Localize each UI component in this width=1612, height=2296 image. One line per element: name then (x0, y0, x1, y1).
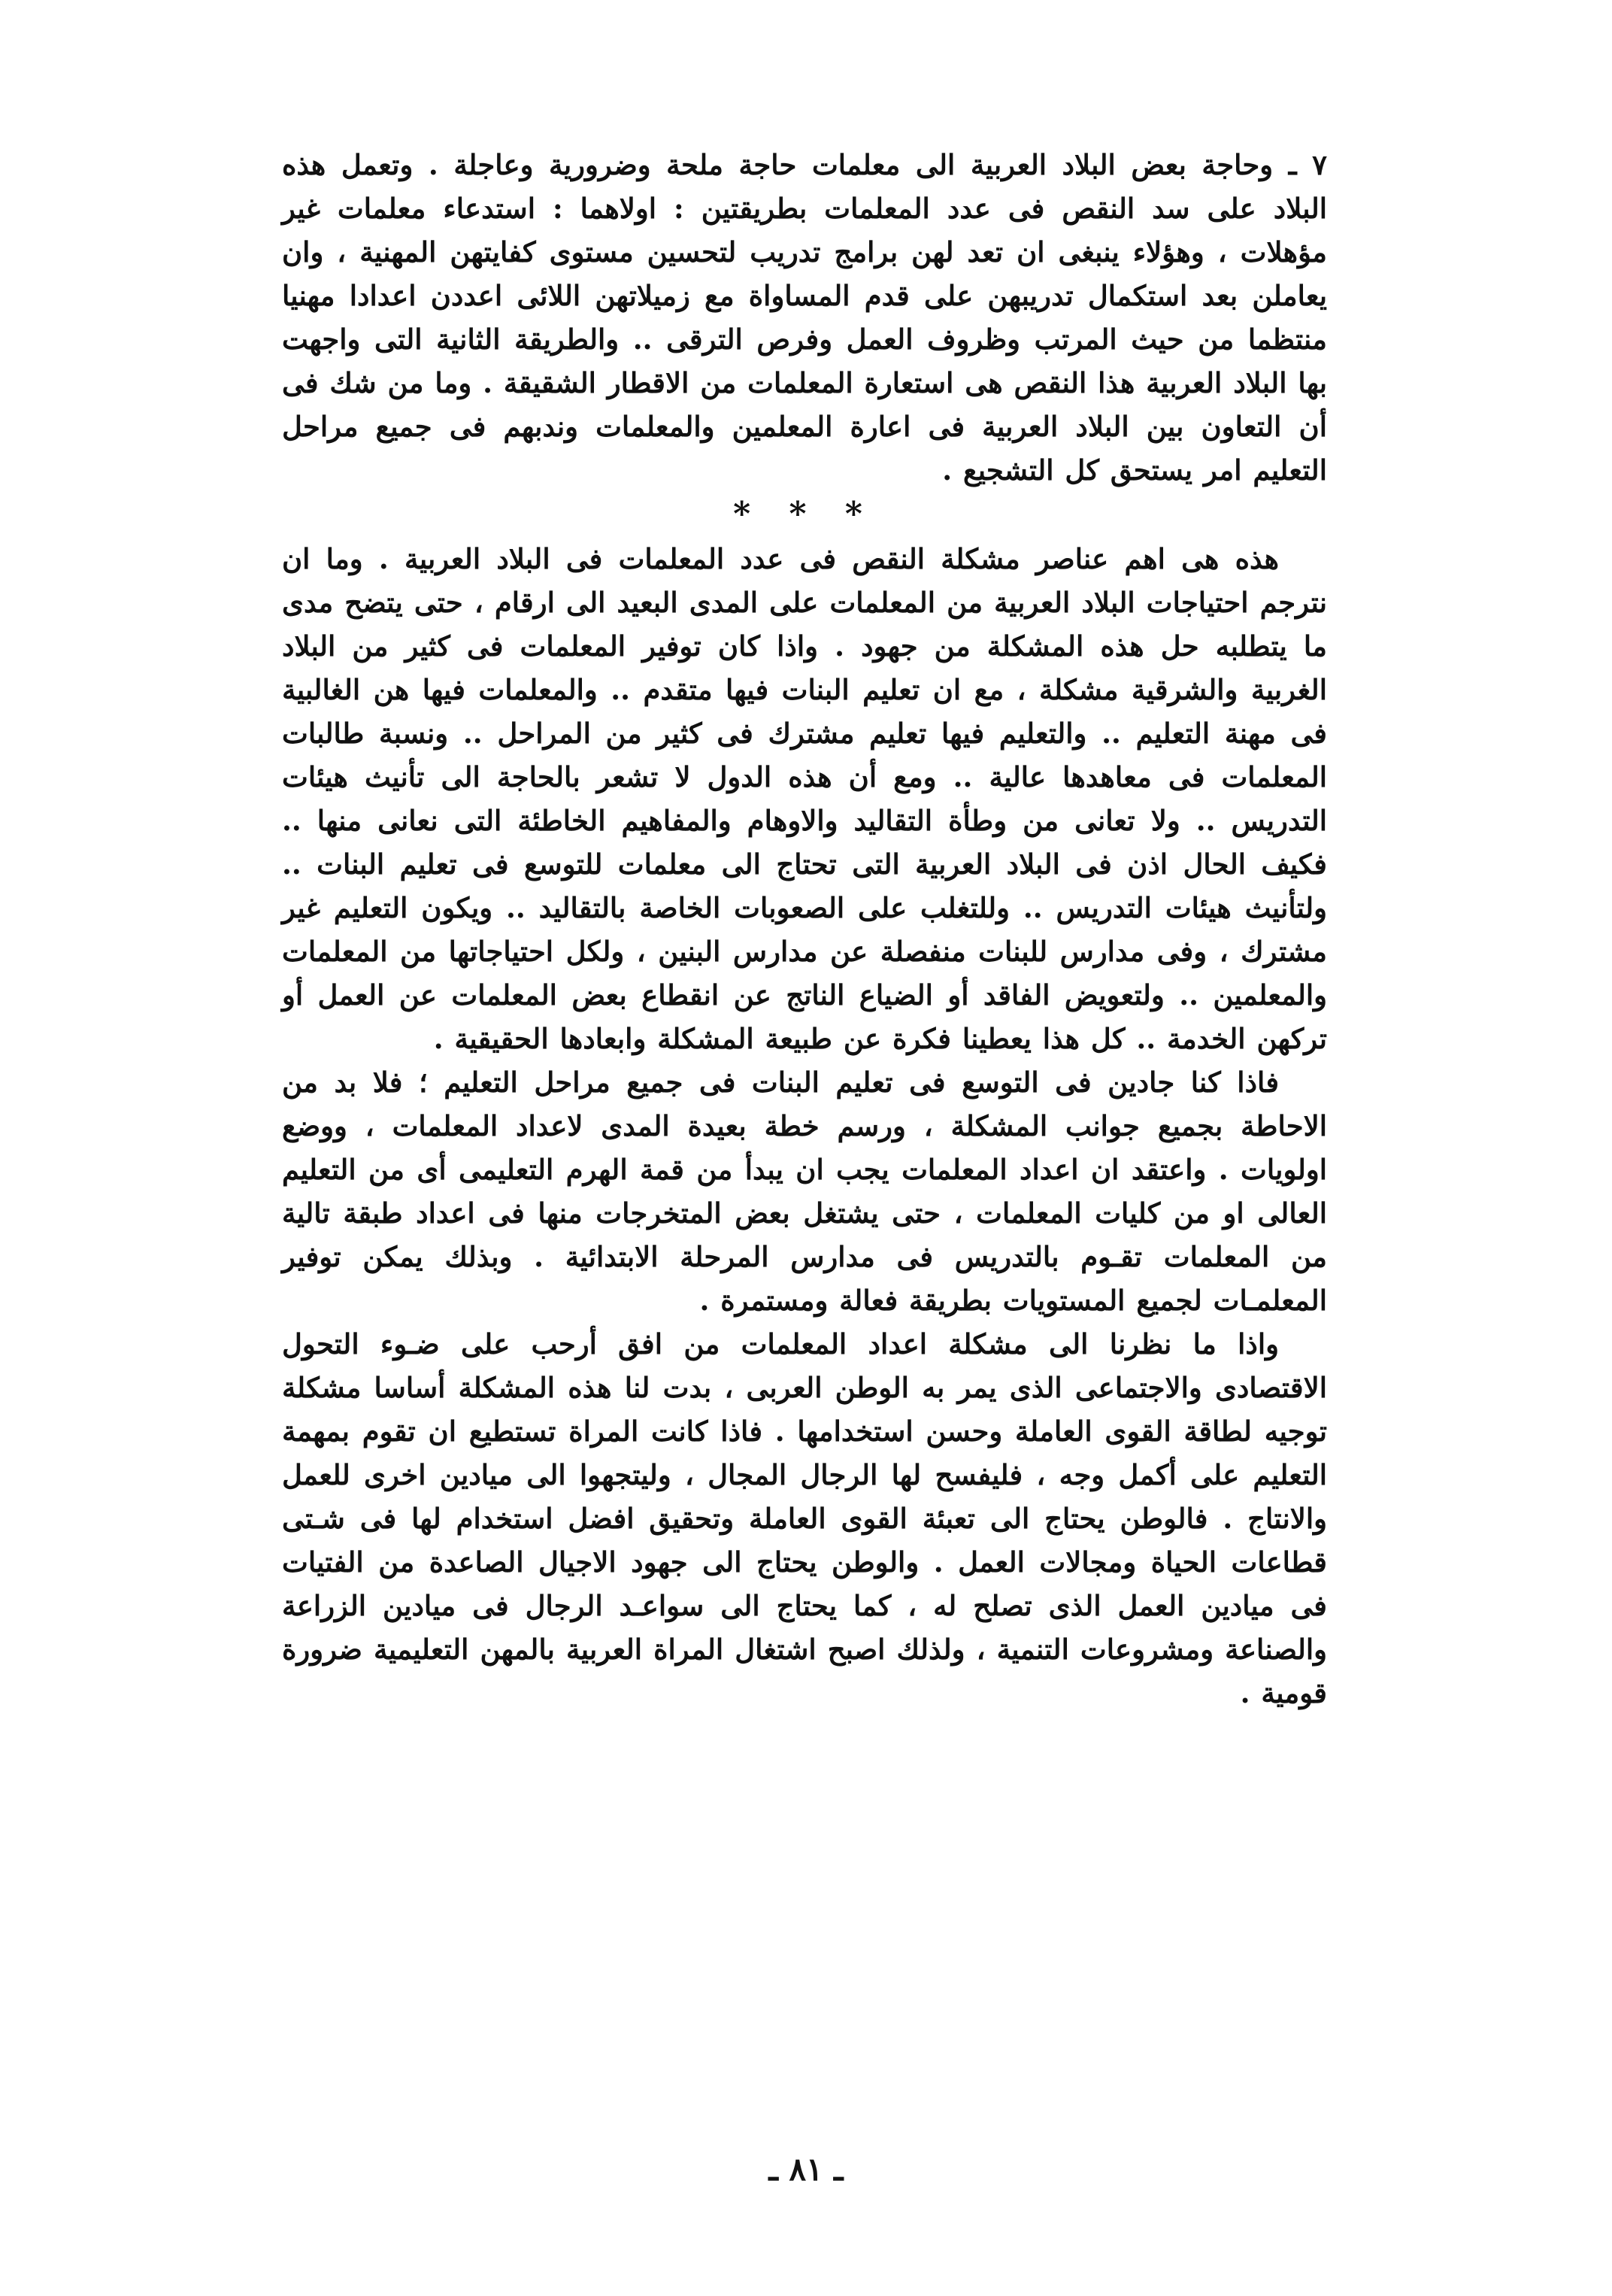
page-number: ـ ٨١ ـ (768, 2151, 844, 2188)
paragraph-planning: فاذا كنا جادين فى التوسع فى تعليم البنات فى جميع مراحل التعليم ؛ فلا بد من الاحاطة بجميع جوانب المشكلة ، ورسم خطة بعيدة المدى لاعداد المعلمات ، ووضع اولويات . واعتقد ان اعداد المعلمات يجب ان يبدأ من قمة الهرم التعليمى أى من التعليم العالى او من كليات المعلمات ، حتى يشتغل بعض المتخرجات منها فى اعداد طبقة تالية من المعلمات تقـوم بالتدريس فى مدارس المرحلة الابتدائية . وبذلك يمكن توفير المعلمـات لجميع المستويات بطريقة فعالة ومستمرة . (282, 1066, 1327, 1317)
section-separator: * * * (733, 495, 876, 533)
paragraph-problem-elements: هذه هى اهم عناصر مشكلة النقص فى عدد المعلمات فى البلاد العربية . وما ان نترجم احتياجات البلاد العربية من المعلمات على المدى البعيد الى ارقام ، حتى يتضح مدى ما يتطلبه حل هذه المشكلة من جهود . واذا كان توفير المعلمات فى كثير من البلاد الغربية والشرقية مشكلة ، مع ان تعليم البنات فيها متقدم .. والمعلمات فيها هن الغالبية فى مهنة التعليم .. والتعليم فيها تعليم مشترك فى كثير من المراحل .. ونسبة طالبات المعلمات فى معاهدها عالية .. ومع أن هذه الدول لا تشعر بالحاجة الى تأنيث هيئات التدريس .. ولا تعانى من وطأة التقاليد والاوهام والمفاهيم الخاطئة التى نعانى منها .. فكيف الحال اذن فى البلاد العربية التى تحتاج الى معلمات للتوسع فى تعليم البنات .. ولتأنيث هيئات التدريس .. وللتغلب على الصعوبات الخاصة بالتقاليد .. ويكون التعليم غير مشترك ، وفى مدارس للبنات منفصلة عن مدارس البنين ، ولكل احتياجاتها من المعلمات والمعلمين .. ولتعويض الفاقد أو الضياع الناتج عن انقطاع بعض المعلمات عن العمل أو تركهن الخدمة .. كل هذا يعطينا فكرة عن طبيعة المشكلة وابعادها الحقيقية . (282, 542, 1327, 1055)
paragraph-workforce: واذا ما نظرنا الى مشكلة اعداد المعلمات من افق أرحب على ضـوء التحول الاقتصادى والاجتماعى الذى يمر به الوطن العربى ، بدت لنا هذه المشكلة أساسا مشكلة توجيه لطاقة القوى العاملة وحسن استخدامها . فاذا كانت المراة تستطيع ان تقوم بمهمة التعليم على أكمل وجه ، فليفسح لها الرجال المجال ، وليتجهوا الى ميادين اخرى للعمل والانتاج . فالوطن يحتاج الى تعبئة القوى العاملة وتحقيق افضل استخدام لها فى شـتى قطاعات الحياة ومجالات العمل . والوطن يحتاج الى جهود الاجيال الصاعدة من الفتيات فى ميادين العمل الذى تصلح له ، كما يحتاج الى سواعـد الرجال فى ميادين الزراعة والصناعة ومشروعات التنمية ، ولذلك اصبح اشتغال المراة العربية بالمهن التعليمية ضرورة قومية . (282, 1327, 1327, 1709)
paragraph-item-7: ٧ ـ وحاجة بعض البلاد العربية الى معلمات حاجة ملحة وضرورية وعاجلة . وتعمل هذه البلاد على سد النقص فى عدد المعلمات بطريقتين : اولاهما : استدعاء معلمات غير مؤهلات ، وهؤلاء ينبغى ان تعد لهن برامج تدريب لتحسين مستوى كفايتهن المهنية ، وان يعاملن بعد استكمال تدريبهن على قدم المساواة مع زميلاتهن اللائى اعددن اعدادا مهنيا منتظما من حيث المرتب وظروف العمل وفرص الترقى .. والطريقة الثانية التى واجهت بها البلاد العربية هذا النقص هى استعارة المعلمات من الاقطار الشقيقة . وما من شك فى أن التعاون بين البلاد العربية فى اعارة المعلمين والمعلمات وندبهم فى جميع مراحل التعليم امر يستحق كل التشجيع . (281, 148, 1327, 487)
body-text-column (282, 143, 1327, 1715)
